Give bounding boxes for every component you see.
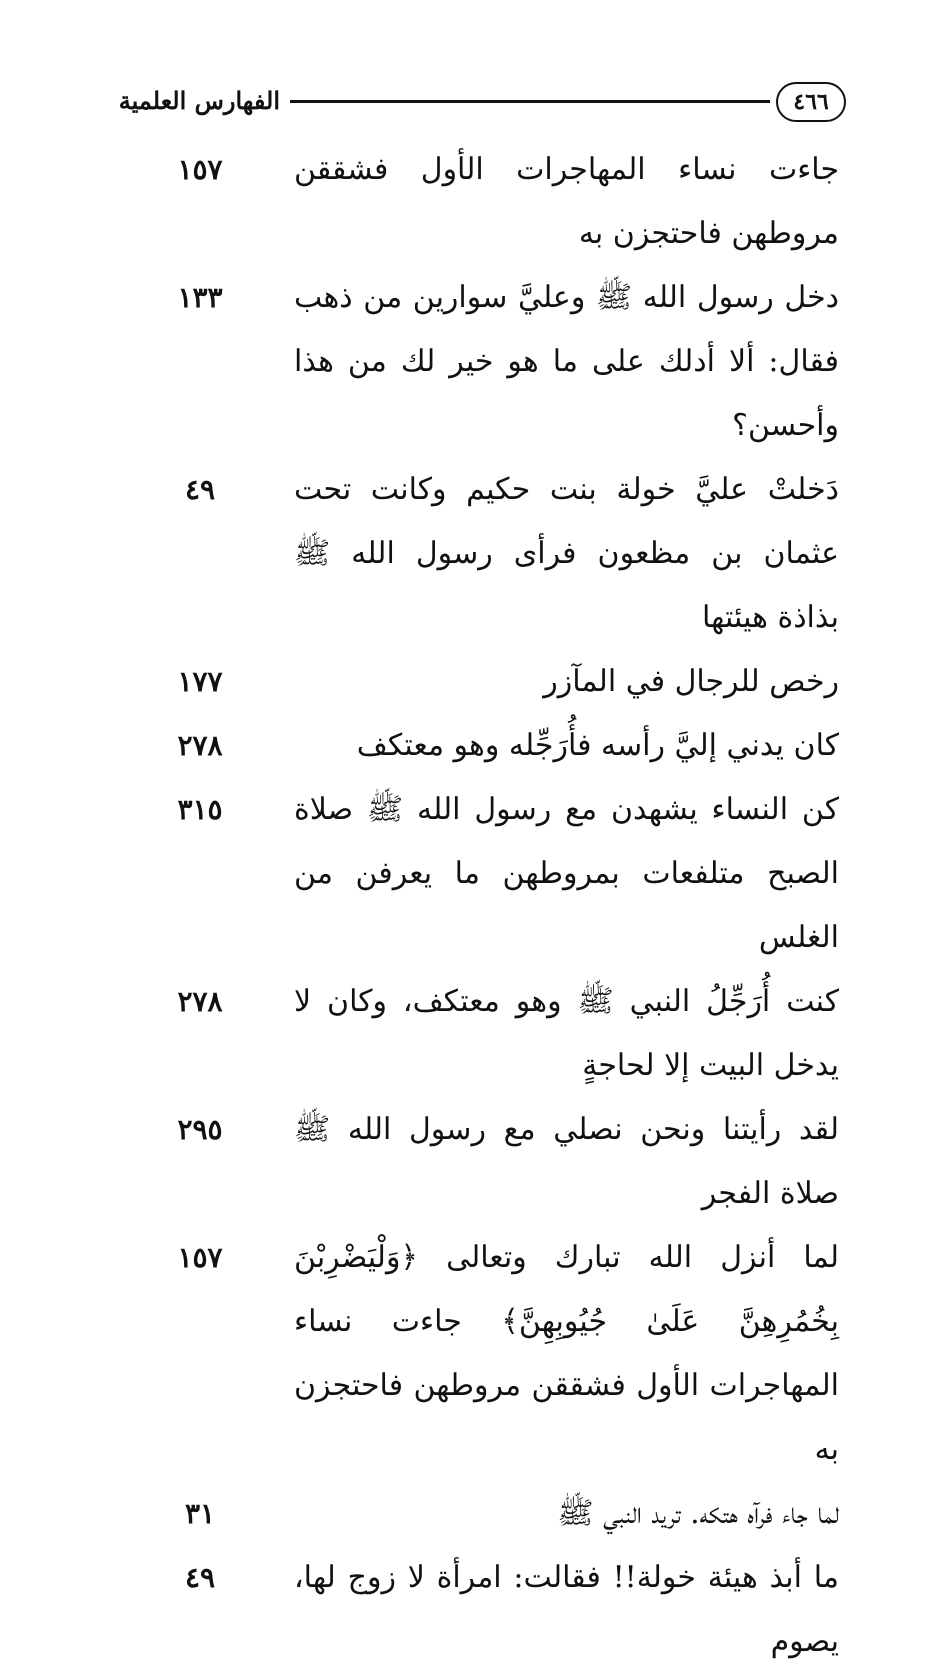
entry-text: دَخلتْ عليَّ خولة بنت حكيم وكانت تحت عثمان بن مظعون فرأى رسول الله ﷺ بذاذة هيئتها xyxy=(294,472,839,635)
index-entry xyxy=(0,1482,951,1546)
entry-page-number: ٢٧٨ xyxy=(177,729,223,762)
entry-text: كن النساء يشهدن مع رسول الله ﷺ صلاة الصبح متلفعات بمروطهن ما يعرفن من الغلس xyxy=(294,792,839,955)
entry-text: كان يدني إليَّ رأسه فأُرَجِّله وهو معتكف xyxy=(356,728,839,763)
index-entry xyxy=(0,1098,951,1226)
index-entry xyxy=(0,138,951,266)
entry-text: لقد رأيتنا ونحن نصلي مع رسول الله ﷺ صلاة الفجر xyxy=(294,1112,839,1211)
index-entry xyxy=(0,458,951,650)
entry-page-number: ١٥٧ xyxy=(177,153,223,186)
header-divider xyxy=(290,100,770,103)
index-entry xyxy=(0,778,951,970)
entry-page-number: ١٣٣ xyxy=(177,281,223,314)
entry-page-number: ٤٩ xyxy=(184,1561,216,1594)
entry-page-number: ٣١ xyxy=(184,1497,216,1530)
entry-text: ما أبذ هيئة خولة!! فقالت: امرأة لا زوج لها، يصوم xyxy=(294,1560,839,1659)
entry-page-number: ٢٩٥ xyxy=(177,1113,223,1146)
entry-text: رخص للرجال في المآزر xyxy=(543,664,839,699)
index-entry xyxy=(0,650,951,714)
entry-text: كنت أُرَجِّلُ النبي ﷺ وهو معتكف، وكان لا يدخل البيت إلا لحاجةٍ xyxy=(294,984,839,1083)
entry-page-number: ٤٩ xyxy=(184,473,216,506)
entry-text: لما أنزل الله تبارك وتعالى ﴿وَلْيَضْرِبْنَ بِخُمُرِهِنَّ عَلَىٰ جُيُوبِهِنَّ﴾ جاءت نساء المهاجرات الأول فشققن مروطهن فاحتجزن به xyxy=(294,1240,839,1467)
running-title: الفهارس العلمية xyxy=(118,86,280,115)
index-entry xyxy=(0,714,951,778)
index-entry xyxy=(0,1546,951,1674)
entry-page-number: ١٥٧ xyxy=(177,1241,223,1274)
index-list xyxy=(0,138,951,1674)
entry-page-number: ٣١٥ xyxy=(177,793,223,826)
entry-text: لما جاء فرآه هتكه. تريد النبي ﷺ xyxy=(557,1496,839,1531)
page-header xyxy=(0,62,951,132)
entry-text: دخل رسول الله ﷺ وعليَّ سوارين من ذهب فقال: ألا أدلك على ما هو خير لك من هذا وأحسن؟ xyxy=(294,280,839,443)
index-entry xyxy=(0,1226,951,1482)
entry-page-number: ١٧٧ xyxy=(177,665,223,698)
entry-page-number: ٢٧٨ xyxy=(177,985,223,1018)
entry-text: جاءت نساء المهاجرات الأول فشققن مروطهن فاحتجزن به xyxy=(294,152,839,251)
index-entry xyxy=(0,970,951,1098)
page-number-badge: ٤٦٦ xyxy=(776,82,846,122)
index-entry xyxy=(0,266,951,458)
